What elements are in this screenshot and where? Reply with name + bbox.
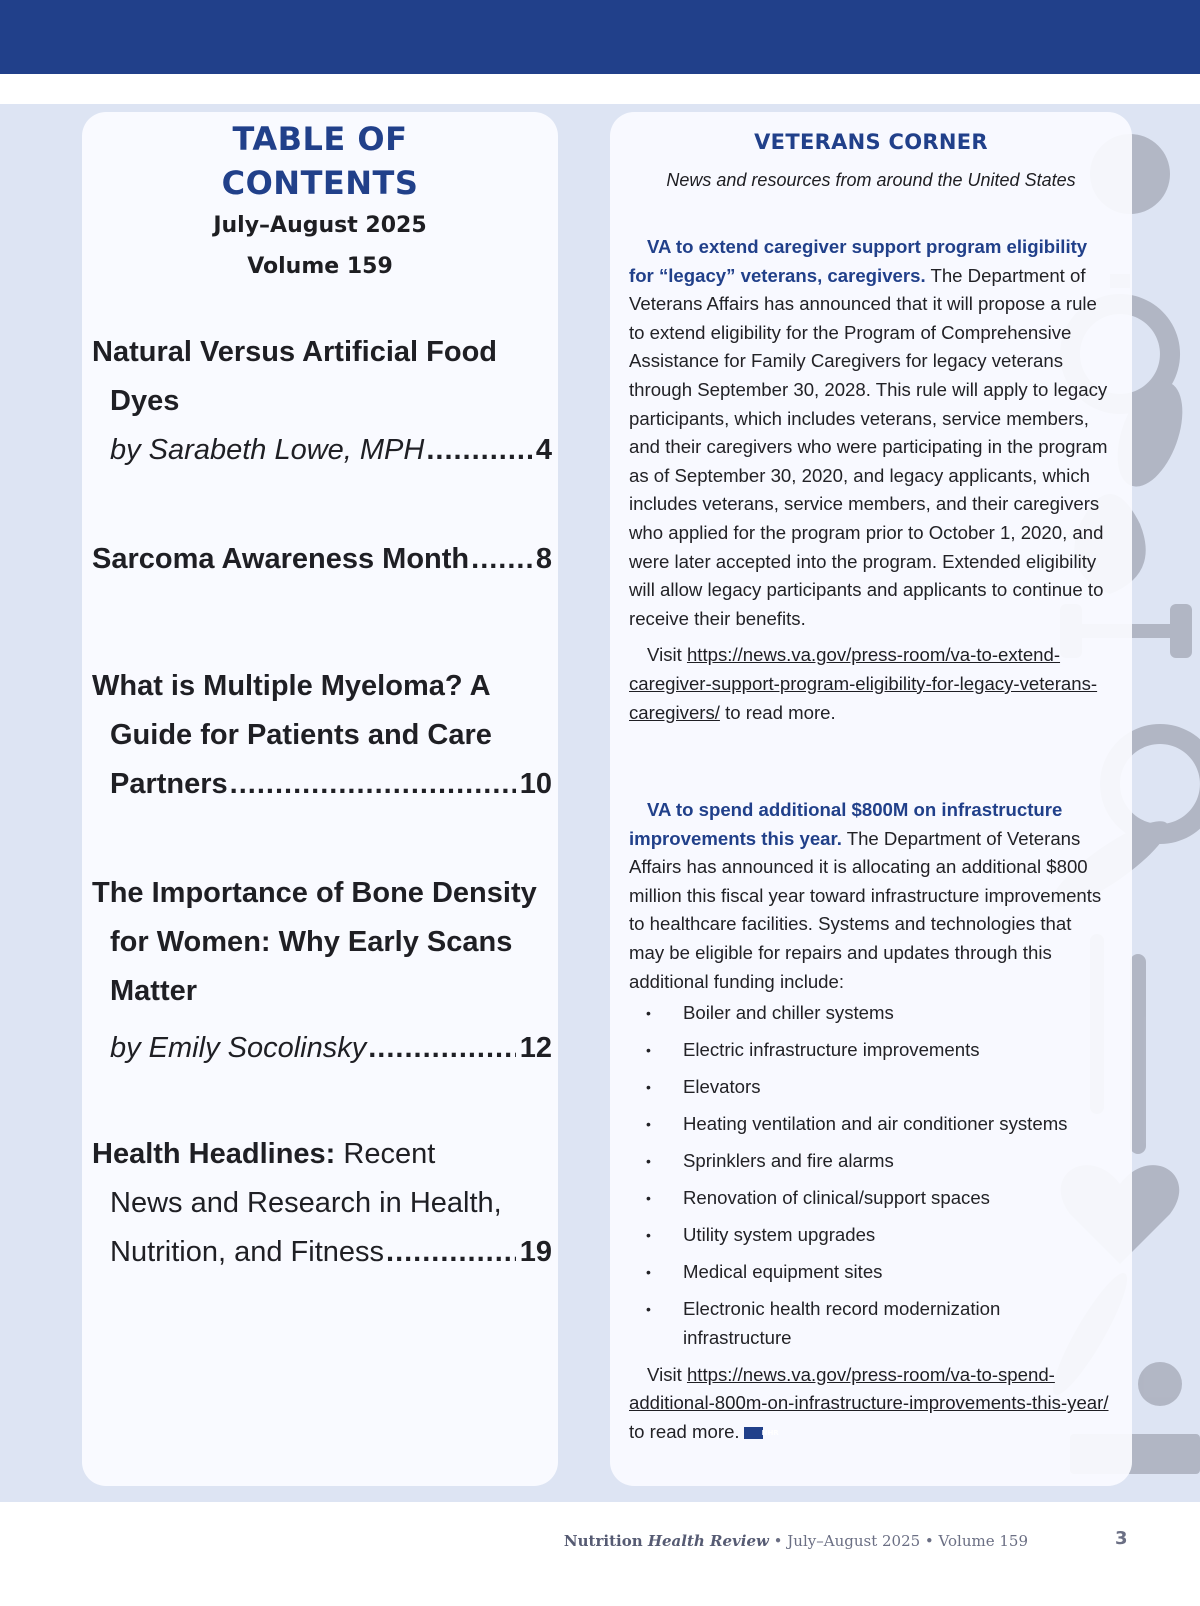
article-link[interactable]: https://news.va.gov/press-room/va-to-extend-caregiver-support-program-eligibility-for-legacy-veterans-caregivers/: [629, 644, 1098, 723]
article-visit-line: Visit https://news.va.gov/press-room/va-to-extend-caregiver-support-program-eligibility-for-legacy-veterans-caregivers/ to read more.: [629, 644, 1098, 723]
toc-entry-food-dyes[interactable]: [92, 328, 552, 475]
toc-entry-title: Sarcoma Awareness Month: [92, 543, 470, 575]
toc-entry-title: Matter: [110, 975, 198, 1007]
toc-title-line-1: TABLE OF: [232, 120, 408, 158]
list-item: • Sprinklers and fire alarms: [646, 1150, 894, 1172]
list-item: • Electric infrastructure improvements: [646, 1039, 980, 1061]
dot-leader: [471, 535, 532, 584]
eligible-systems-list: [629, 999, 1111, 1352]
toc-entry-health-headlines[interactable]: [92, 1130, 552, 1277]
article-link[interactable]: https://news.va.gov/press-room/va-to-spend-additional-800m-on-infrastructure-improvements-this-year/: [629, 1363, 1109, 1414]
toc-title-line-2: CONTENTS: [221, 164, 419, 202]
issue-date: July–August 2025: [213, 213, 427, 238]
article-infrastructure-spending: [629, 796, 1111, 1446]
toc-title: [82, 117, 558, 205]
toc-entry-title: News and Research in Health,: [110, 1187, 502, 1219]
publication-name: Nutrition Health Review: [563, 1532, 769, 1550]
article-visit-line: Visit https://news.va.gov/press-room/va-to-spend-additional-800m-on-infrastructure-improvements-this-year/ to read more. NHR: [629, 1363, 1109, 1442]
list-item: • Electronic health record modernization infrastructure: [646, 1298, 1001, 1348]
toc-entry-title-bold: Health Headlines:: [92, 1138, 336, 1170]
list-item: • Renovation of clinical/support spaces: [646, 1187, 990, 1209]
toc-entry-title: Partners: [110, 768, 228, 800]
knife-icon: [1130, 954, 1146, 1154]
dot-leader: [386, 1228, 516, 1277]
list-item: • Elevators: [646, 1076, 761, 1098]
dot-leader: [426, 426, 532, 475]
list-item: • Medical equipment sites: [646, 1261, 883, 1283]
toc-entry-title: What is Multiple Myeloma? A: [92, 670, 491, 702]
issue-volume: Volume 159: [247, 254, 393, 279]
toc-entry-myeloma[interactable]: [92, 662, 552, 809]
article-headline: VA to extend caregiver support program eligibility for “legacy” veterans, caregivers.: [629, 236, 1088, 286]
veterans-corner-heading: VETERANS CORNER: [754, 130, 988, 154]
footer-issue-details: • July–August 2025 • Volume 159: [768, 1532, 1028, 1550]
toc-entry-page: 10: [519, 768, 552, 800]
article-paragraph: [629, 796, 1111, 996]
top-banner: [0, 0, 1200, 74]
list-item: • Utility system upgrades: [646, 1224, 876, 1246]
dumbbell-weight-right-icon: [1170, 604, 1192, 658]
toc-entry-title: Nutrition, and Fitness: [110, 1236, 385, 1268]
page-footer: [564, 1530, 1028, 1552]
list-item: • Heating ventilation and air conditioner systems: [646, 1113, 1068, 1135]
toc-entry-page: 19: [519, 1236, 552, 1268]
toc-entry-title: Guide for Patients and Care: [110, 719, 492, 751]
toc-entry-byline: by Sarabeth Lowe, MPH: [110, 434, 425, 466]
toc-entry-byline: by Emily Socolinsky: [110, 1032, 367, 1064]
grape-icon: [1138, 1362, 1182, 1406]
toc-entry-page: 12: [519, 1032, 552, 1064]
toc-entry-title: for Women: Why Early Scans: [110, 926, 513, 958]
toc-entry-title: Recent: [335, 1138, 436, 1170]
toc-entry-page: 4: [535, 434, 552, 466]
article-paragraph: [629, 233, 1111, 633]
article-headline: VA to spend additional $800M on infrastructure improvements this year.: [629, 799, 1063, 849]
veterans-corner-subheading: News and resources from around the United States: [666, 170, 1076, 190]
article-body: The Department of Veterans Affairs has announced that it will propose a rule to extend eligibility for the Program of Comprehensive Assistance for Family Caregivers for legacy veterans through September 30, 2028. This rule will apply to legacy participants, which includes veterans, service members, and their caregivers who were participating in the program as of September 30, 2020, and legacy applicants, which includes veterans, service members, and their caregivers who applied for the program prior to October 1, 2020, and were later accepted into the program. Extended eligibility will allow legacy participants and applicants to continue to receive their benefits.: [629, 264, 1108, 629]
page-number: 3: [1115, 1528, 1128, 1549]
toc-entry-title: Natural Versus Artificial Food: [92, 336, 498, 368]
toc-entry-bone-density[interactable]: [92, 869, 552, 1073]
toc-entry-page: 8: [535, 543, 552, 575]
toc-entry-title: The Importance of Bone Density: [92, 877, 537, 909]
toc-entry-sarcoma[interactable]: [92, 535, 552, 584]
dot-leader: [230, 760, 516, 809]
article-caregiver-eligibility: [629, 233, 1111, 727]
nhr-end-mark-icon: NHR: [744, 1427, 763, 1439]
toc-entry-title: Dyes: [110, 385, 180, 417]
dot-leader: [368, 1024, 515, 1073]
article-body: The Department of Veterans Affairs has announced it is allocating an additional $800 million this fiscal year toward infrastructure improvements to healthcare facilities. Systems and technologies that may be eligible for repairs and updates through this additional funding include:: [629, 827, 1102, 992]
list-item: • Boiler and chiller systems: [646, 1002, 894, 1024]
